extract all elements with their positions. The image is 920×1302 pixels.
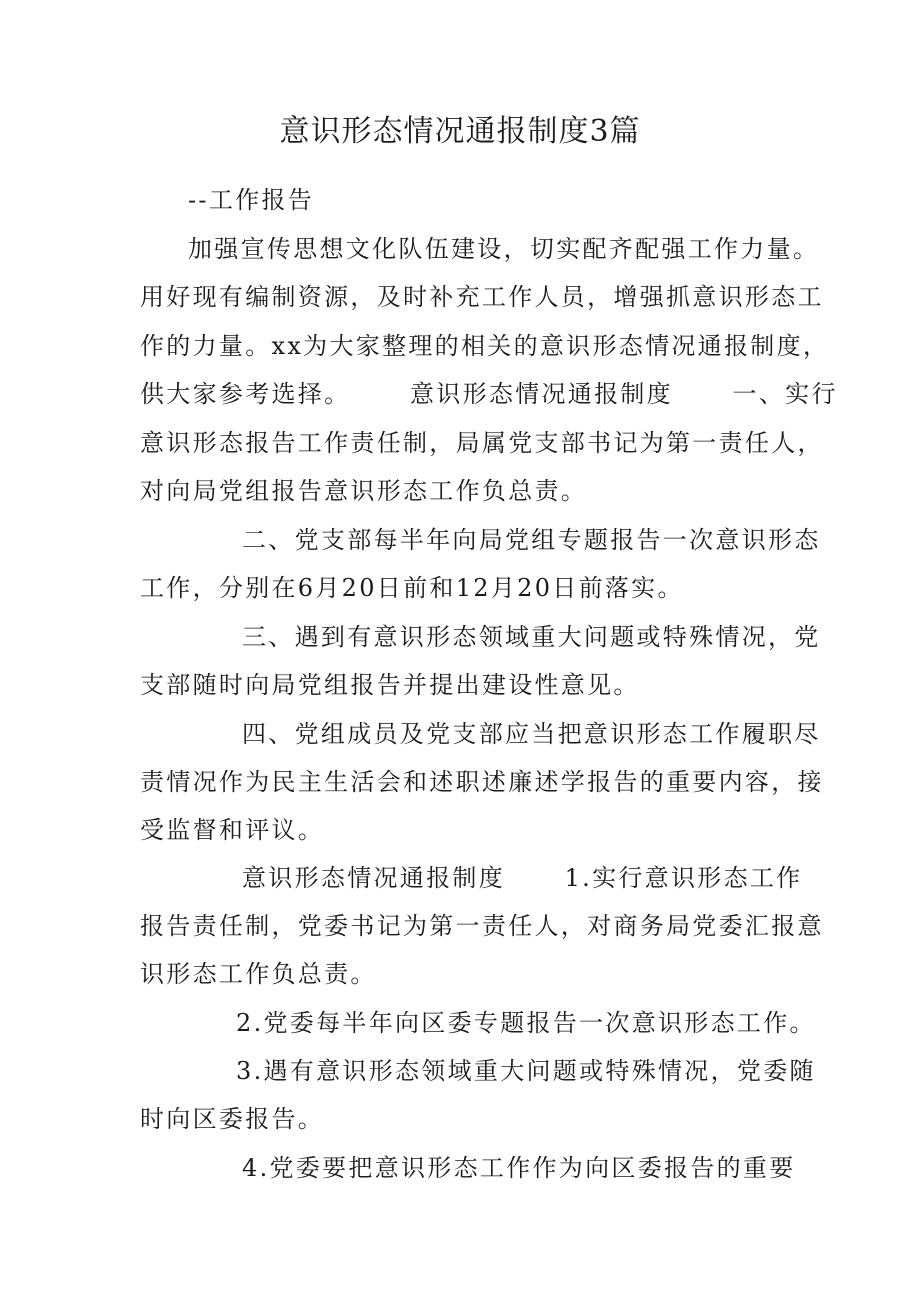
paragraph-line: 工作，分别在6月20日前和12月20日前落实。 (140, 574, 684, 602)
paragraph-line: 作的力量。xx为大家整理的相关的意识形态情况通报制度， (140, 332, 830, 360)
paragraph-line: 供大家参考选择。 意识形态情况通报制度 一、实行 (140, 380, 838, 408)
paragraph-line: 报告责任制，党委书记为第一责任人，对商务局党委汇报意 (140, 912, 824, 940)
paragraph-line: 三、遇到有意识形态领域重大问题或特殊情况，党 (242, 623, 821, 651)
paragraph-line: 加强宣传思想文化队伍建设，切实配齐配强工作力量。 (188, 235, 820, 263)
paragraph-line: 2.党委每半年向区委专题报告一次意识形态工作。 (236, 1009, 816, 1037)
document-title: 意识形态情况通报制度3篇 (279, 114, 641, 149)
subtitle-line: --工作报告 (188, 186, 315, 214)
paragraph-line: 对向局党组报告意识形态工作负总责。 (140, 477, 588, 505)
paragraph-line: 识形态工作负总责。 (140, 960, 377, 988)
paragraph-line: 4.党委要把意识形态工作作为向区委报告的重要 (242, 1154, 796, 1182)
paragraph-line: 时向区委报告。 (140, 1105, 325, 1133)
paragraph-line: 用好现有编制资源，及时补充工作人员，增强抓意识形态工 (140, 283, 824, 311)
paragraph-line: 3.遇有意识形态领域重大问题或特殊情况，党委随 (236, 1057, 816, 1085)
paragraph-line: 意识形态报告工作责任制，局属党支部书记为第一责任人， (140, 429, 824, 457)
paragraph-line: 责情况作为民主生活会和述职述廉述学报告的重要内容，接 (140, 768, 824, 796)
paragraph-line: 受监督和评议。 (140, 816, 325, 844)
paragraph-line: 意识形态情况通报制度 1.实行意识形态工作 (242, 864, 803, 892)
paragraph-line: 四、党组成员及党支部应当把意识形态工作履职尽 (242, 720, 821, 748)
paragraph-line: 支部随时向局党组报告并提出建设性意见。 (140, 671, 640, 699)
paragraph-line: 二、党支部每半年向局党组专题报告一次意识形态 (242, 526, 821, 554)
